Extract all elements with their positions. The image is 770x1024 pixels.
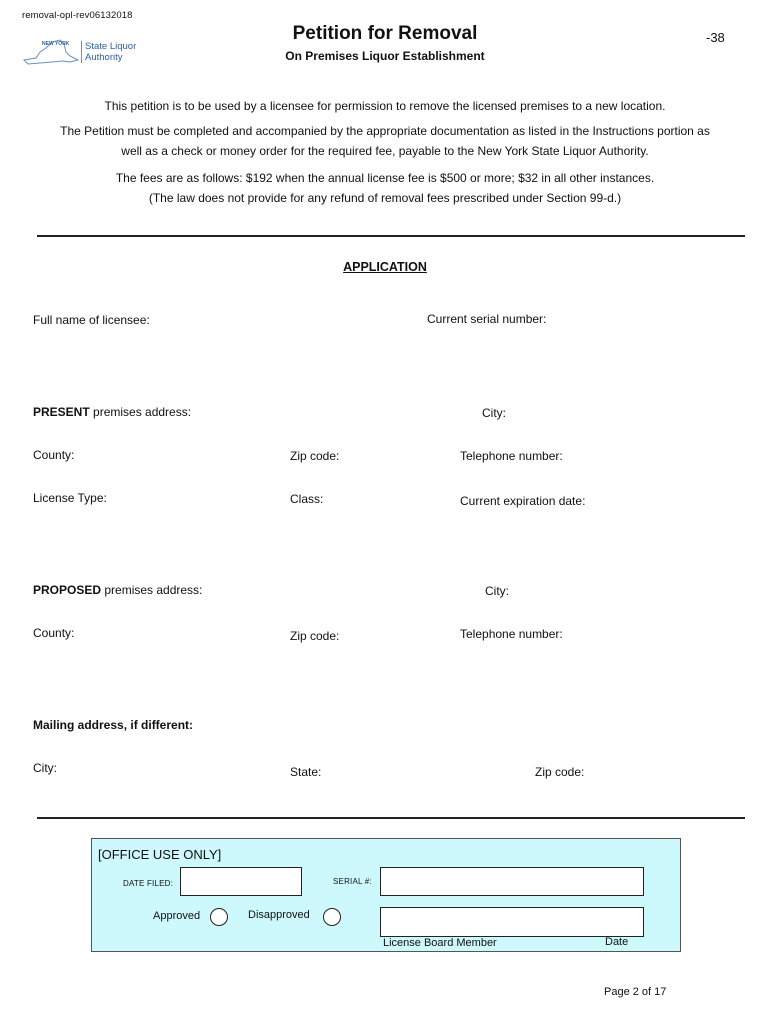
approved-radio[interactable] xyxy=(210,908,228,926)
application-heading: APPLICATION xyxy=(343,260,427,274)
divider-bottom xyxy=(37,817,745,819)
present-telephone-label: Telephone number: xyxy=(460,449,563,463)
serial-label: SERIAL #: xyxy=(333,877,372,886)
proposed-telephone-label: Telephone number: xyxy=(460,627,563,641)
license-type-label: License Type: xyxy=(33,491,107,505)
intro-line-3b: (The law does not provide for any refund of removal fees prescribed under Section 99-d.) xyxy=(148,191,622,205)
present-zip-label: Zip code: xyxy=(290,449,340,463)
full-name-label: Full name of licensee: xyxy=(33,313,150,327)
mailing-city-label: City: xyxy=(33,761,57,775)
proposed-county-label: County: xyxy=(33,626,75,640)
divider-top xyxy=(37,235,745,237)
logo-agency-line1: State Liquor xyxy=(85,41,137,52)
mailing-zip-label: Zip code: xyxy=(535,765,585,779)
office-use-heading: [OFFICE USE ONLY] xyxy=(98,847,222,862)
signature-date-label: Date xyxy=(605,936,629,948)
mailing-address-label: Mailing address, if different: xyxy=(33,718,194,732)
proposed-zip-label: Zip code: xyxy=(290,629,340,643)
mailing-state-label: State: xyxy=(290,765,322,779)
page-number: Page 2 of 17 xyxy=(604,986,667,998)
present-address-text: premises address: xyxy=(89,405,192,419)
date-filed-label: DATE FILED: xyxy=(123,879,174,888)
proposed-address-text: premises address: xyxy=(101,583,203,597)
present-county-label: County: xyxy=(33,448,75,462)
present-address-label xyxy=(33,405,191,419)
proposed-city-label: City: xyxy=(485,584,509,598)
proposed-keyword: PROPOSED xyxy=(33,583,102,597)
logo-agency-line2: Authority xyxy=(85,52,123,63)
board-member-label: License Board Member xyxy=(383,937,497,949)
disapproved-label: Disapproved xyxy=(248,909,310,921)
page-title: Petition for Removal xyxy=(292,23,478,44)
intro-line-2b: well as a check or money order for the required fee, payable to the New York State Liquor Authority. xyxy=(121,144,649,158)
disapproved-radio[interactable] xyxy=(323,908,341,926)
approved-label: Approved xyxy=(153,910,201,922)
present-city-label: City: xyxy=(482,406,506,420)
logo-state-text: NEW YORK xyxy=(42,41,70,47)
serial-number-label: Current serial number: xyxy=(427,312,547,326)
proposed-address-label xyxy=(33,583,202,597)
page-subtitle: On Premises Liquor Establishment xyxy=(285,49,485,63)
document-id: removal-opl-rev06132018 xyxy=(22,10,133,21)
intro-line-2a: The Petition must be completed and accompanied by the appropriate documentation as listed in the Instructions portion as xyxy=(60,124,710,138)
date-filed-field[interactable] xyxy=(180,867,302,896)
present-keyword: PRESENT xyxy=(33,405,90,419)
expiration-date-label: Current expiration date: xyxy=(460,494,586,508)
office-use-panel xyxy=(91,838,681,952)
intro-line-3a: The fees are as follows: $192 when the annual license fee is $500 or more; $32 in all other instances. xyxy=(115,171,655,185)
board-member-signature-field[interactable] xyxy=(380,907,644,937)
class-label: Class: xyxy=(290,492,324,506)
form-number: -38 xyxy=(706,30,725,45)
intro-line-1: This petition is to be used by a licensee for permission to remove the licensed premises to a new location. xyxy=(104,99,666,113)
serial-field[interactable] xyxy=(380,867,644,896)
